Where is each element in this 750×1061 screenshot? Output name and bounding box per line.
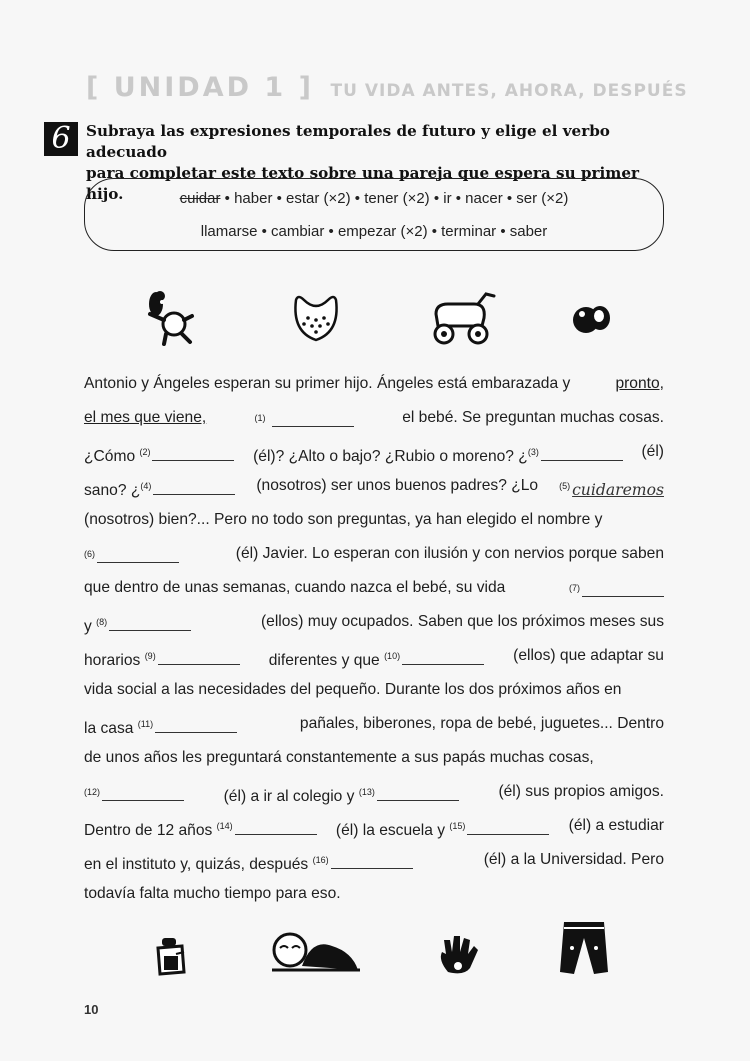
blank-number: (6) bbox=[84, 549, 95, 559]
text-line-13 bbox=[84, 782, 664, 804]
unit-header bbox=[86, 72, 688, 103]
blank-1[interactable] bbox=[272, 414, 354, 427]
text-group bbox=[253, 442, 623, 464]
text-span: que dentro de unas semanas, cuando nazca el bebé, su vida bbox=[84, 579, 506, 596]
pacifier-icon bbox=[570, 300, 614, 340]
blank-number: (13) bbox=[358, 787, 375, 797]
text-span: (él) la escuela y bbox=[335, 822, 446, 839]
blank-number: (1) bbox=[254, 413, 266, 423]
sleeping-baby-icon bbox=[268, 926, 364, 976]
text-line-10 bbox=[84, 680, 664, 702]
word-bank-line-2: llamarse • cambiar • empezar (×2) • terminar • saber bbox=[200, 223, 548, 240]
text-group bbox=[336, 816, 550, 838]
text-line-5 bbox=[84, 510, 664, 532]
blank-11[interactable] bbox=[155, 720, 237, 733]
blank-4[interactable] bbox=[153, 482, 235, 495]
handwritten-answer: cuidaremos bbox=[572, 481, 664, 499]
text-group bbox=[84, 612, 191, 634]
text-span: ¿Cómo bbox=[84, 448, 136, 465]
underlined-time-expression: pronto, bbox=[615, 375, 664, 392]
text-span: la casa bbox=[84, 720, 134, 737]
blank-13[interactable] bbox=[377, 788, 459, 801]
blank-number: (12) bbox=[84, 787, 101, 797]
text-span: de unos años les preguntará constantemente a sus papás muchas cosas, bbox=[84, 749, 594, 766]
text-span: (él) Javier. Lo esperan con ilusión y con nervios porque saben bbox=[235, 545, 664, 562]
blank-number: (3) bbox=[527, 447, 539, 457]
text-span: en el instituto y, quizás, después bbox=[84, 856, 309, 873]
baby-bottle-icon bbox=[152, 934, 192, 976]
text-span: diferentes y que bbox=[268, 652, 380, 669]
word-bank-line-1-rest: • haber • estar (×2) • tener (×2) • ir • nacer • ser (×2) bbox=[224, 190, 569, 207]
blank-number: (14) bbox=[216, 821, 233, 831]
text-span: (él) bbox=[641, 443, 664, 460]
blank-14[interactable] bbox=[235, 822, 317, 835]
text-span: (nosotros) bien?... Pero no todo son preguntas, ya han elegido el nombre y bbox=[84, 511, 603, 528]
blank-number: (15) bbox=[449, 821, 466, 831]
text-line-11 bbox=[84, 714, 664, 736]
word-bank-box bbox=[84, 178, 664, 251]
word-bank-line-1 bbox=[85, 190, 663, 207]
blank-number: (11) bbox=[137, 719, 154, 729]
text-span: (él) sus propios amigos. bbox=[498, 783, 664, 800]
text-line-12 bbox=[84, 748, 664, 770]
text-line-6 bbox=[84, 544, 664, 566]
exercise-number: 6 bbox=[44, 122, 78, 156]
page-number: 10 bbox=[84, 1002, 99, 1017]
teddy-bear-icon bbox=[140, 290, 196, 346]
text-group bbox=[84, 714, 237, 736]
underlined-time-expression: el mes que viene, bbox=[84, 409, 207, 426]
text-line-1 bbox=[84, 374, 664, 396]
blank-group-1 bbox=[255, 408, 354, 430]
stroller-icon bbox=[428, 290, 498, 348]
blank-number: (4) bbox=[140, 481, 152, 491]
blank-7[interactable] bbox=[582, 584, 664, 597]
blank-15[interactable] bbox=[467, 822, 549, 835]
text-group bbox=[224, 782, 459, 804]
text-group bbox=[559, 476, 664, 498]
text-group bbox=[269, 646, 484, 668]
text-span: (él)? ¿Alto o bajo? ¿Rubio o moreno? ¿ bbox=[253, 448, 528, 465]
bib-icon bbox=[290, 292, 342, 344]
instruction-line-2: para completar este texto sobre una pareja que espera su primer hijo. bbox=[86, 164, 640, 203]
blank-group-6 bbox=[84, 544, 179, 566]
blank-2[interactable] bbox=[152, 448, 234, 461]
text-span: (él) a estudiar bbox=[568, 817, 664, 834]
text-line-15 bbox=[84, 850, 664, 872]
blank-group-12 bbox=[84, 782, 184, 804]
blank-3[interactable] bbox=[541, 448, 623, 461]
text-span: pañales, biberones, ropa de bebé, juguetes... Dentro bbox=[299, 715, 664, 732]
blank-6[interactable] bbox=[97, 550, 179, 563]
text-line-8 bbox=[84, 612, 664, 634]
text-span: horarios bbox=[84, 652, 141, 669]
glove-icon bbox=[436, 932, 482, 978]
text-group bbox=[84, 816, 317, 838]
unit-title: TU VIDA ANTES, AHORA, DESPUÉS bbox=[330, 81, 688, 101]
text-group bbox=[84, 850, 413, 872]
blank-16[interactable] bbox=[331, 856, 413, 869]
text-group bbox=[84, 476, 235, 498]
instruction-line-1: Subraya las expresiones temporales de futuro y elige el verbo adecuado bbox=[86, 122, 610, 161]
text-span: sano? ¿ bbox=[84, 482, 141, 499]
blank-number: (16) bbox=[312, 855, 329, 865]
text-span: el bebé. Se preguntan muchas cosas. bbox=[402, 409, 664, 426]
text-span: (ellos) que adaptar su bbox=[513, 647, 664, 664]
blank-number: (9) bbox=[144, 651, 156, 661]
blank-9[interactable] bbox=[158, 652, 240, 665]
text-span: todavía falta mucho tiempo para eso. bbox=[84, 885, 341, 902]
blank-8[interactable] bbox=[109, 618, 191, 631]
text-span: (ellos) muy ocupados. Saben que los próximos meses sus bbox=[260, 613, 664, 630]
blank-group-7 bbox=[569, 578, 664, 600]
text-span: (él) a la Universidad. Pero bbox=[483, 851, 664, 868]
text-group bbox=[84, 646, 240, 668]
unit-label: [ UNIDAD 1 ] bbox=[86, 72, 314, 103]
crossed-word: cuidar bbox=[179, 190, 221, 207]
blank-12[interactable] bbox=[102, 788, 184, 801]
text-line-4 bbox=[84, 476, 664, 498]
trousers-icon bbox=[556, 918, 612, 978]
text-line-9 bbox=[84, 646, 664, 668]
blank-number: (2) bbox=[139, 447, 151, 457]
text-line-16 bbox=[84, 884, 664, 906]
blank-number: (10) bbox=[384, 651, 401, 661]
blank-10[interactable] bbox=[402, 652, 484, 665]
text-span: Dentro de 12 años bbox=[84, 822, 213, 839]
text-span: vida social a las necesidades del pequeño. Durante los dos próximos años en bbox=[84, 681, 622, 698]
blank-number: (5) bbox=[559, 481, 571, 491]
text-span: Antonio y Ángeles esperan su primer hijo. Ángeles está embarazada y bbox=[84, 375, 571, 392]
text-span: (nosotros) ser unos buenos padres? ¿Lo bbox=[256, 477, 539, 494]
text-line-7 bbox=[84, 578, 664, 600]
text-line-14 bbox=[84, 816, 664, 838]
blank-number: (7) bbox=[569, 583, 580, 593]
text-span: y bbox=[84, 618, 92, 635]
blank-number: (8) bbox=[96, 617, 108, 627]
text-group bbox=[84, 442, 234, 464]
text-line-3 bbox=[84, 442, 664, 464]
text-line-2 bbox=[84, 408, 664, 430]
text-span: (él) a ir al colegio y bbox=[223, 788, 355, 805]
